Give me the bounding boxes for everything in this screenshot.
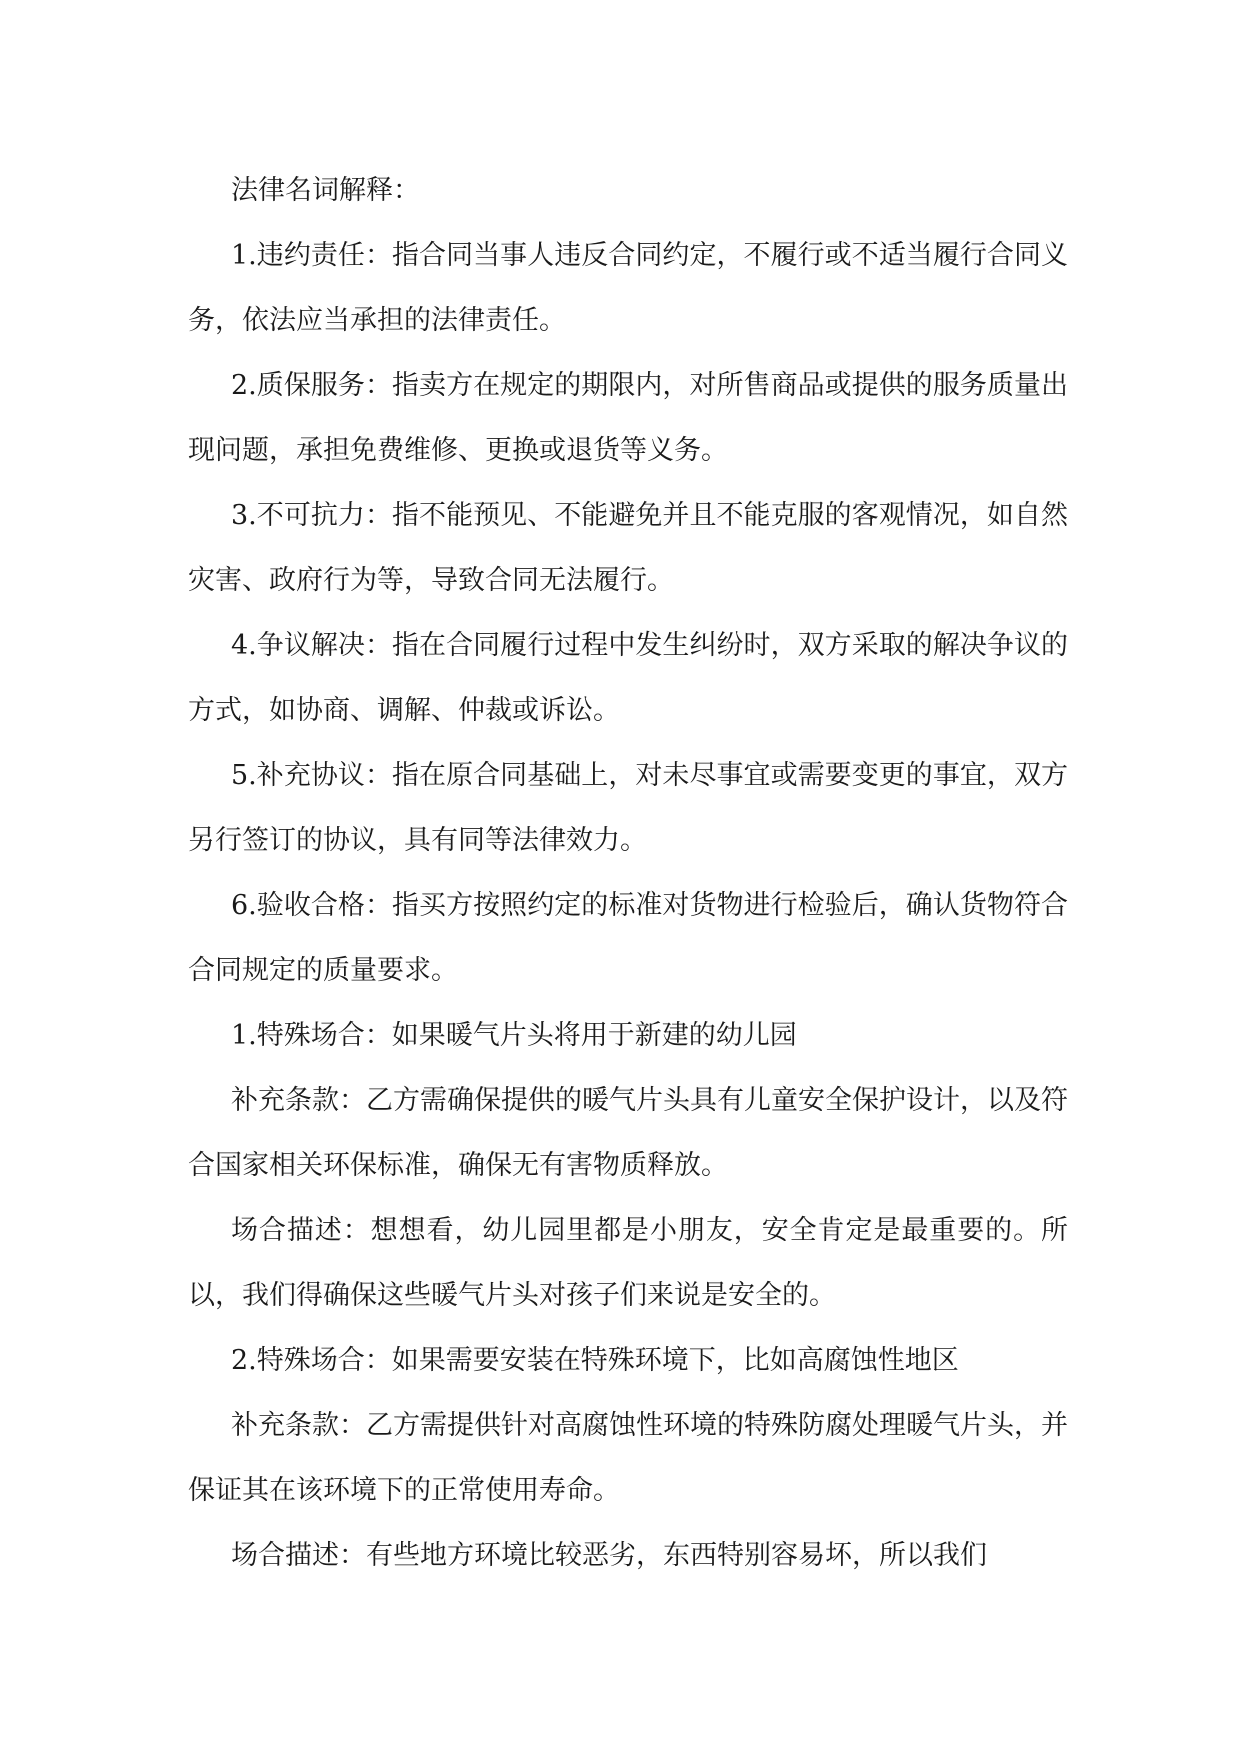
special-case-1-description: 场合描述：想想看，幼儿园里都是小朋友，安全肯定是最重要的。所以，我们得确保这些暖气片头对孩子们来说是安全的。 bbox=[188, 1215, 1068, 1311]
special-case-2-title: 2.特殊场合：如果需要安装在特殊环境下，比如高腐蚀性地区 bbox=[231, 1345, 959, 1376]
term-dispute-resolution: 4.争议解决：指在合同履行过程中发生纠纷时，双方采取的解决争议的方式，如协商、调解、仲裁或诉讼。 bbox=[188, 630, 1068, 726]
special-case-1-clause: 补充条款：乙方需确保提供的暖气片头具有儿童安全保护设计，以及符合国家相关环保标准，确保无有害物质释放。 bbox=[188, 1085, 1068, 1181]
term-force-majeure: 3.不可抗力：指不能预见、不能避免并且不能克服的客观情况，如自然灾害、政府行为等，导致合同无法履行。 bbox=[188, 500, 1068, 596]
term-acceptance: 6.验收合格：指买方按照约定的标准对货物进行检验后，确认货物符合合同规定的质量要求。 bbox=[188, 890, 1068, 986]
term-supplementary-agreement: 5.补充协议：指在原合同基础上，对未尽事宜或需要变更的事宜，双方另行签订的协议，具有同等法律效力。 bbox=[188, 760, 1068, 856]
special-case-2-description: 场合描述：有些地方环境比较恶劣，东西特别容易坏，所以我们 bbox=[231, 1540, 987, 1571]
heading-legal-terms: 法律名词解释： bbox=[231, 175, 420, 206]
term-warranty-service: 2.质保服务：指卖方在规定的期限内，对所售商品或提供的服务质量出现问题，承担免费维修、更换或退货等义务。 bbox=[188, 370, 1068, 466]
special-case-1-title: 1.特殊场合：如果暖气片头将用于新建的幼儿园 bbox=[231, 1020, 797, 1051]
term-breach-liability: 1.违约责任：指合同当事人违反合同约定，不履行或不适当履行合同义务，依法应当承担的法律责任。 bbox=[188, 240, 1068, 336]
special-case-2-clause: 补充条款：乙方需提供针对高腐蚀性环境的特殊防腐处理暖气片头，并保证其在该环境下的正常使用寿命。 bbox=[188, 1410, 1068, 1506]
document-body bbox=[188, 158, 1068, 1588]
